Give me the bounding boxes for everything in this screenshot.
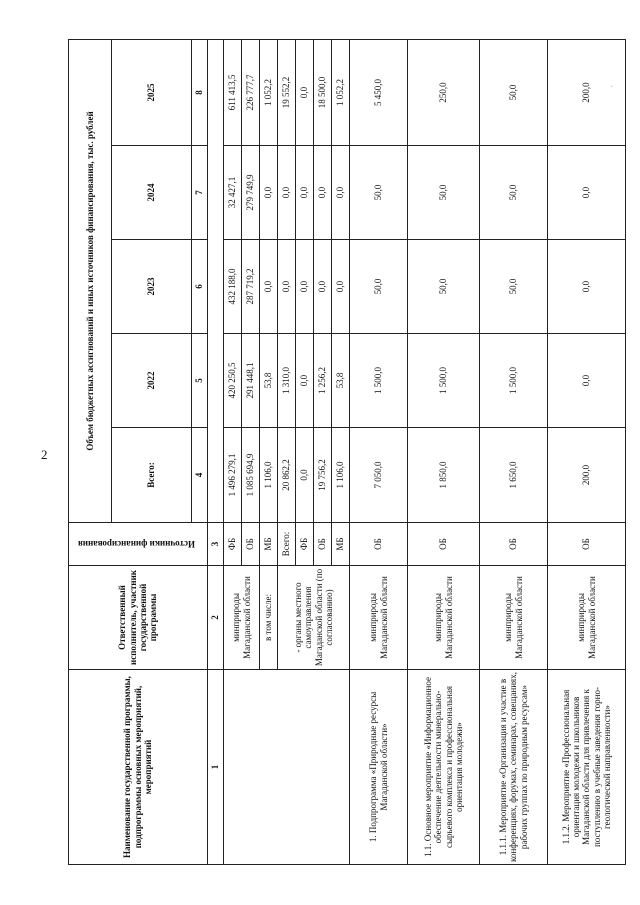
value-cell: 279 749,9 [242, 146, 260, 240]
value-cell: 7 050,0 [350, 428, 408, 523]
value-cell: 0,0 [296, 428, 314, 523]
summary-name-cell [224, 670, 350, 865]
value-cell: 1 256,2 [314, 334, 332, 428]
funding-table [68, 39, 626, 865]
stray-mark: · [610, 82, 614, 93]
item-name: 1.1. Основное мероприятие «Информационное обеспечение деятельности минерально-сырьевого комплекса и профессиональная ориентация молодежи» [408, 670, 480, 865]
page-number: 2 [41, 447, 48, 462]
summary-executor: минприроды Магаданской области [224, 566, 260, 670]
value-cell: 432 188,0 [224, 240, 242, 334]
table-row [480, 40, 548, 865]
value-cell: 32 427,1 [224, 146, 242, 240]
value-cell: 1 085 694,9 [242, 428, 260, 523]
col-num-spacer [208, 40, 224, 523]
value-cell: 0,0 [332, 146, 350, 240]
value-cell: 0,0 [260, 240, 278, 334]
header-sources: Источники финансирования [78, 539, 196, 550]
value-cell: 611 413,5 [224, 40, 242, 146]
value-cell: 1 500,0 [480, 334, 548, 428]
source-cell: ОБ [350, 523, 408, 566]
source-cell: ОБ [314, 523, 332, 566]
value-cell: 53,8 [260, 334, 278, 428]
source-cell: МБ [260, 523, 278, 566]
value-cell: 0,0 [260, 146, 278, 240]
source-cell: ФБ [296, 523, 314, 566]
header-year-2025: 2025 [112, 40, 192, 146]
value-cell: 0,0 [548, 334, 626, 428]
header-year-2023: 2023 [112, 240, 192, 334]
summary-executor-sub: в том числе: [260, 566, 278, 670]
col-num-5: 5 [192, 334, 208, 428]
value-cell: 1 850,0 [408, 428, 480, 523]
col-num-6: 6 [192, 240, 208, 334]
value-cell: 1 310,0 [278, 334, 296, 428]
value-cell: 20 862,2 [278, 428, 296, 523]
value-cell: 50,0 [408, 240, 480, 334]
summary-local-gov: - органы местного самоуправления Магаданской области (по согласованию) [278, 566, 350, 670]
item-executor: минприроды Магаданской области [480, 566, 548, 670]
value-cell: 1 650,0 [480, 428, 548, 523]
value-cell: 0,0 [296, 334, 314, 428]
value-cell: 0,0 [548, 146, 626, 240]
value-cell: 1 106,0 [260, 428, 278, 523]
source-cell: ОБ [408, 523, 480, 566]
value-cell: 5 450,0 [350, 40, 408, 146]
source-cell: ОБ [548, 523, 626, 566]
value-cell: 200,0 [548, 40, 626, 146]
table-row [548, 40, 626, 865]
value-cell: 0,0 [296, 40, 314, 146]
table-row [350, 40, 408, 865]
value-cell: 0,0 [278, 146, 296, 240]
col-num-8: 8 [192, 40, 208, 146]
value-cell: 53,8 [332, 334, 350, 428]
item-name: 1.1.2. Мероприятие «Профессиональная ориентация молодежи и школьников Магаданской области для привлечения к поступлению в учебные заведения горно-геологической направленности» [548, 670, 626, 865]
value-cell: 50,0 [408, 146, 480, 240]
item-name: 1. Подпрограмма «Природные ресурсы Магаданской области» [350, 670, 408, 865]
table-row [408, 40, 480, 865]
item-name: 1.1.1. Мероприятие «Организация и участие в конференциях, форумах, семинарах, совещаниях, рабочих группах по природным ресурсам» [480, 670, 548, 865]
value-cell: 19 756,2 [314, 428, 332, 523]
value-cell: 50,0 [480, 146, 548, 240]
header-total: Всего: [112, 428, 192, 523]
value-cell: 250,0 [408, 40, 480, 146]
value-cell: 50,0 [350, 240, 408, 334]
value-cell: 0,0 [296, 146, 314, 240]
source-cell: Всего: [278, 523, 296, 566]
value-cell: 0,0 [278, 240, 296, 334]
col-num-3: 3 [208, 523, 224, 566]
item-executor: минприроды Магаданской области [408, 566, 480, 670]
value-cell: 50,0 [480, 240, 548, 334]
header-year-2024: 2024 [112, 146, 192, 240]
header-name: Наименование государственной программы, подпрограммы основных мероприятий, мероприятий [69, 670, 208, 865]
value-cell: 287 719,2 [242, 240, 260, 334]
header-executor: Ответственный исполнитель, участник государственной программы [69, 566, 208, 670]
col-num-7: 7 [192, 146, 208, 240]
item-executor: минприроды Магаданской области [548, 566, 626, 670]
header-funding: Объем бюджетных ассигнований и иных источников финансирования, тыс. рублей [69, 40, 112, 523]
value-cell: 19 552,2 [278, 40, 296, 146]
rotated-table-wrapper [68, 40, 613, 865]
source-cell: МБ [332, 523, 350, 566]
value-cell: 50,0 [480, 40, 548, 146]
source-cell: ФБ [224, 523, 242, 566]
col-num-2: 2 [208, 566, 224, 670]
value-cell: 50,0 [350, 146, 408, 240]
value-cell: 0,0 [296, 240, 314, 334]
header-sources-cell [69, 523, 208, 566]
header-year-2022: 2022 [112, 334, 192, 428]
source-cell: ОБ [242, 523, 260, 566]
value-cell: 1 052,2 [260, 40, 278, 146]
value-cell: 0,0 [314, 240, 332, 334]
value-cell: 0,0 [332, 240, 350, 334]
value-cell: 1 500,0 [408, 334, 480, 428]
value-cell: 18 500,0 [314, 40, 332, 146]
value-cell: 420 250,5 [224, 334, 242, 428]
value-cell: 0,0 [314, 146, 332, 240]
col-num-1: 1 [208, 670, 224, 865]
value-cell: 1 496 279,1 [224, 428, 242, 523]
item-executor: минприроды Магаданской области [350, 566, 408, 670]
value-cell: 1 052,2 [332, 40, 350, 146]
col-num-4: 4 [192, 428, 208, 523]
source-cell: ОБ [480, 523, 548, 566]
table-row [224, 40, 242, 865]
value-cell: 1 500,0 [350, 334, 408, 428]
value-cell: 0,0 [548, 240, 626, 334]
value-cell: 291 448,1 [242, 334, 260, 428]
value-cell: 226 777,7 [242, 40, 260, 146]
value-cell: 200,0 [548, 428, 626, 523]
value-cell: 1 106,0 [332, 428, 350, 523]
